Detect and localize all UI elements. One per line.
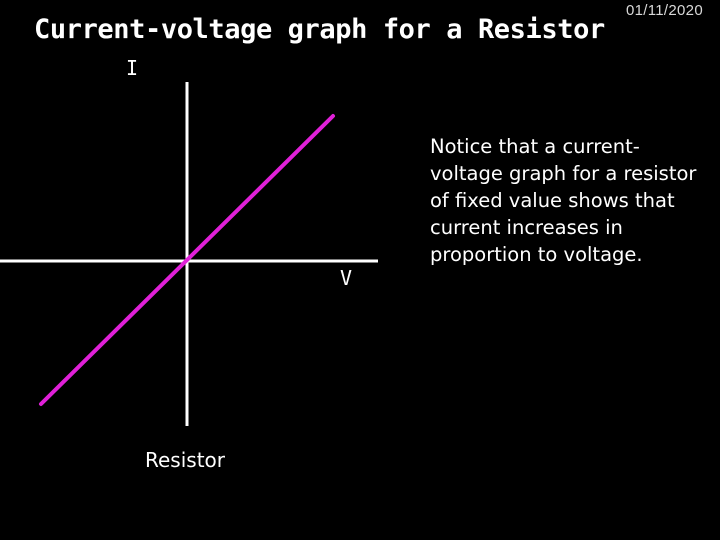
slide-date: 01/11/2020 (626, 2, 703, 19)
notice-text: Notice that a current-voltage graph for a resistor of fixed value shows that current increases in proportion to voltage. (430, 135, 697, 266)
resistor-line-label: Resistor (145, 448, 225, 472)
slide-title: Current-voltage graph for a Resistor (34, 14, 605, 45)
current-axis-label: I (126, 56, 139, 80)
voltage-axis-label: V (340, 266, 353, 290)
